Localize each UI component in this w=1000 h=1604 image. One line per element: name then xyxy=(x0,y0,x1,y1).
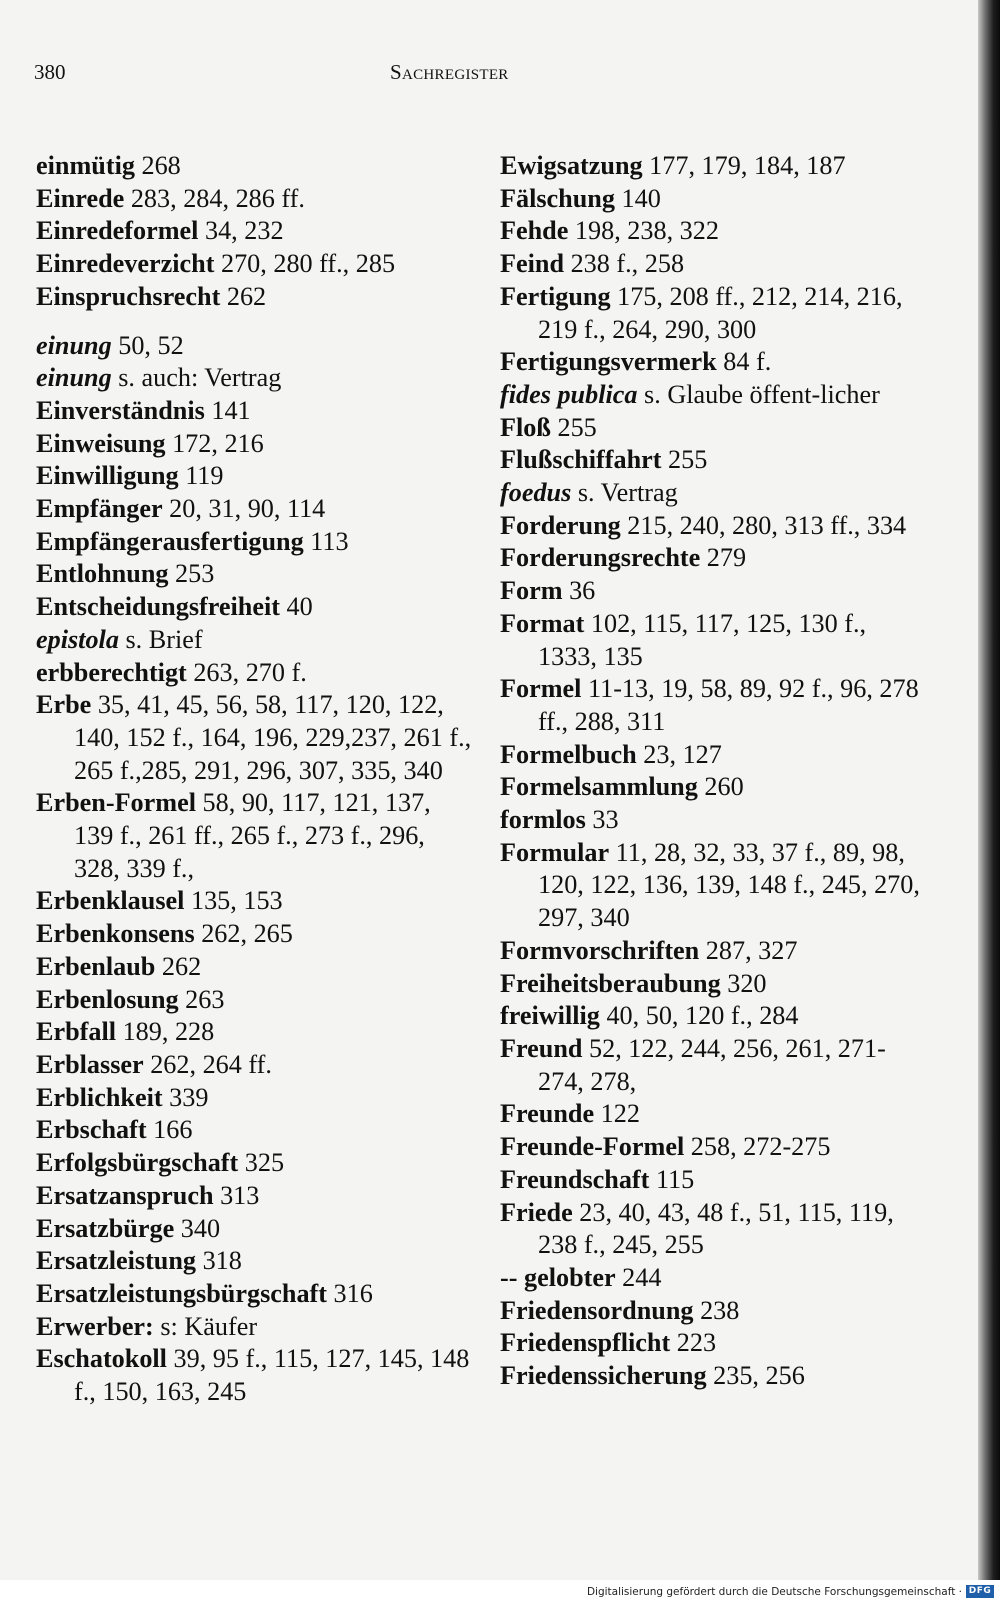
index-column-left xyxy=(36,150,476,1409)
index-entry xyxy=(500,510,930,543)
index-term: Erbfall xyxy=(36,1017,117,1047)
index-term: -- gelobter xyxy=(500,1262,616,1292)
index-entry xyxy=(500,837,930,935)
index-references: 283, 284, 286 ff. xyxy=(124,183,305,213)
index-entry xyxy=(36,1311,476,1344)
index-term: Eschatokoll xyxy=(36,1344,167,1374)
index-references: 268 xyxy=(134,151,181,180)
index-references: 339 xyxy=(162,1082,209,1112)
index-term: Fertigungsvermerk xyxy=(500,347,717,377)
index-term: Entlohnung xyxy=(36,559,169,589)
index-term: Einspruchsrecht xyxy=(36,281,221,311)
index-entry xyxy=(500,215,930,248)
index-entry xyxy=(36,1082,476,1115)
index-references: 255 xyxy=(661,445,708,475)
index-term: Erbschaft xyxy=(36,1115,147,1145)
index-term: Form xyxy=(500,576,563,606)
index-entry xyxy=(500,542,930,575)
index-entry xyxy=(36,1180,476,1213)
index-references: 122 xyxy=(594,1099,640,1129)
index-term: Empfängerausfertigung xyxy=(36,526,304,556)
index-entry xyxy=(500,248,930,281)
index-term: Freunde xyxy=(500,1099,595,1129)
index-term: Erbenlosung xyxy=(36,984,179,1014)
index-references: 141 xyxy=(204,395,251,425)
index-references: 198, 238, 322 xyxy=(568,216,719,246)
index-references: 172, 216 xyxy=(165,428,264,458)
index-entry xyxy=(36,526,476,559)
book-binding-shadow xyxy=(978,0,1000,1604)
index-references: 262, 264 ff. xyxy=(143,1049,272,1079)
index-term: Ewigsatzung xyxy=(500,151,643,180)
index-references: 11-13, 19, 58, 89, 92 f., 96, 278 ff., 288, 311 xyxy=(538,674,919,736)
index-term: Ersatzbürge xyxy=(36,1213,175,1243)
index-entry xyxy=(500,1360,930,1393)
index-references: 175, 208 ff., 212, 214, 216, 219 f., 264, 290, 300 xyxy=(538,281,903,344)
index-references: 318 xyxy=(196,1246,242,1276)
index-references: 223 xyxy=(670,1328,717,1358)
index-entry xyxy=(500,379,930,412)
index-term: einmütig xyxy=(36,151,135,180)
index-entry xyxy=(36,1114,476,1147)
index-entry xyxy=(36,624,476,657)
index-term: Friedensordnung xyxy=(500,1295,694,1325)
index-term: Friedenspflicht xyxy=(500,1328,671,1358)
index-term: Einverständnis xyxy=(36,395,205,425)
index-entry xyxy=(36,984,476,1017)
index-entry xyxy=(36,558,476,591)
index-references: 115 xyxy=(649,1164,695,1194)
index-entry xyxy=(500,1164,930,1197)
index-references: 262, 265 xyxy=(194,919,293,949)
index-term: Ersatzanspruch xyxy=(36,1180,214,1210)
index-references: s. Vertrag xyxy=(571,478,678,508)
index-references: 316 xyxy=(326,1278,373,1308)
index-entry xyxy=(500,444,930,477)
index-term: Formular xyxy=(500,837,610,867)
index-term: Floß xyxy=(500,412,551,442)
index-column-right xyxy=(500,150,930,1393)
index-term: Fertigung xyxy=(500,281,611,311)
index-entry xyxy=(36,1245,476,1278)
digitization-footer xyxy=(0,1580,1000,1604)
index-entry xyxy=(500,1295,930,1328)
page-header xyxy=(34,60,918,90)
index-references: 102, 115, 117, 125, 130 f., 1333, 135 xyxy=(538,608,867,671)
index-entry xyxy=(36,493,476,526)
index-term: freiwillig xyxy=(500,1001,600,1031)
index-entry xyxy=(36,787,476,885)
index-references: 140 xyxy=(614,183,661,213)
index-references: 263, 270 f. xyxy=(186,657,307,687)
index-references: 39, 95 f., 115, 127, 145, 148 f., 150, 163, 245 xyxy=(74,1344,470,1407)
index-references: 20, 31, 90, 114 xyxy=(162,494,326,524)
index-term: Freunde-Formel xyxy=(500,1132,685,1162)
index-term: Fehde xyxy=(500,216,569,246)
index-entry xyxy=(500,281,930,346)
index-references: 325 xyxy=(238,1148,285,1178)
index-references: 340 xyxy=(174,1213,221,1243)
funding-credit: Digitalisierung gefördert durch die Deutsche Forschungsgemeinschaft · xyxy=(586,1586,962,1598)
index-references: 50, 52 xyxy=(111,330,184,360)
index-term: foedus xyxy=(500,478,572,508)
index-entry xyxy=(500,673,930,738)
index-term: erbberechtigt xyxy=(36,657,187,687)
index-references: 320 xyxy=(720,968,767,998)
index-term: Flußschiffahrt xyxy=(500,445,662,475)
index-term: Formelsammlung xyxy=(500,772,698,802)
index-entry xyxy=(500,183,930,216)
index-references: 262 xyxy=(220,281,267,311)
index-entry xyxy=(500,608,930,673)
index-entry xyxy=(500,575,930,608)
index-term: Einredeverzicht xyxy=(36,249,215,279)
index-entry xyxy=(500,1262,930,1295)
index-term: Formelbuch xyxy=(500,739,637,769)
index-references: 40, 50, 120 f., 284 xyxy=(599,1001,799,1031)
index-term: Ersatzleistung xyxy=(36,1246,197,1276)
entry-gap xyxy=(36,314,476,330)
index-term: Erbe xyxy=(36,690,92,720)
index-references: 263 xyxy=(178,984,225,1014)
index-references: 23, 40, 43, 48 f., 51, 115, 119, 238 f., 245, 255 xyxy=(538,1197,894,1260)
index-term: Einrede xyxy=(36,183,125,213)
index-entry xyxy=(36,1213,476,1246)
index-entry xyxy=(500,804,930,837)
index-references: s. auch: Vertrag xyxy=(111,363,282,393)
index-references: 270, 280 ff., 285 xyxy=(214,249,396,279)
index-term: Freiheitsberaubung xyxy=(500,968,721,998)
index-entry xyxy=(36,183,476,216)
index-entry xyxy=(500,968,930,1001)
index-references: 177, 179, 184, 187 xyxy=(642,151,846,180)
index-term: formlos xyxy=(500,805,586,835)
index-term: Formvorschriften xyxy=(500,935,700,965)
index-references: 36 xyxy=(562,576,596,606)
index-references: 313 xyxy=(213,1180,260,1210)
index-references: 40 xyxy=(279,592,313,622)
index-references: 260 xyxy=(697,772,744,802)
index-term: Format xyxy=(500,608,585,638)
index-entry xyxy=(36,689,476,787)
index-entry xyxy=(500,1098,930,1131)
index-term: Erbenlaub xyxy=(36,951,156,981)
index-references: 34, 232 xyxy=(198,216,284,246)
index-term: Feind xyxy=(500,249,565,279)
index-entry xyxy=(36,1278,476,1311)
index-term: Einweisung xyxy=(36,428,166,458)
index-term: Freund xyxy=(500,1033,583,1063)
running-head: Sachregister xyxy=(390,60,509,84)
index-references: 235, 256 xyxy=(706,1361,805,1391)
index-references: 258, 272-275 xyxy=(684,1132,831,1162)
index-entry xyxy=(500,477,930,510)
index-entry xyxy=(36,150,476,183)
index-entry xyxy=(36,951,476,984)
index-entry xyxy=(36,1049,476,1082)
index-entry xyxy=(500,1197,930,1262)
dfg-logo: DFG xyxy=(966,1585,994,1598)
index-term: Friedenssicherung xyxy=(500,1361,707,1391)
index-references: 279 xyxy=(700,543,747,573)
index-term: Friede xyxy=(500,1197,573,1227)
index-entry xyxy=(36,591,476,624)
index-term: Einredeformel xyxy=(36,216,199,246)
index-references: 11, 28, 32, 33, 37 f., 89, 98, 120, 122, 136, 139, 148 f., 245, 270, 297, 340 xyxy=(538,837,920,933)
index-references: 33 xyxy=(585,805,619,835)
index-entry xyxy=(500,739,930,772)
index-term: Erfolgsbürgschaft xyxy=(36,1148,239,1178)
index-entry xyxy=(36,1016,476,1049)
index-references: s: Käufer xyxy=(153,1311,258,1341)
index-term: Einwilligung xyxy=(36,461,179,491)
index-references: 238 f., 258 xyxy=(564,249,685,279)
index-references: 35, 41, 45, 56, 58, 117, 120, 122, 140, 152 f., 164, 196, 229,237, 261 f., 265 f.,285, 291, 296, 307, 335, 340 xyxy=(74,690,472,785)
index-term: Erblichkeit xyxy=(36,1082,163,1112)
index-references: 58, 90, 117, 121, 137, 139 f., 261 ff., 265 f., 273 f., 296, 328, 339 f., xyxy=(74,788,431,883)
index-term: Forderungsrechte xyxy=(500,543,701,573)
index-references: 215, 240, 280, 313 ff., 334 xyxy=(620,510,907,540)
index-entry xyxy=(36,395,476,428)
index-references: 113 xyxy=(303,526,349,556)
index-entry xyxy=(36,657,476,690)
index-entry xyxy=(500,1033,930,1098)
index-term: Freundschaft xyxy=(500,1164,650,1194)
index-entry xyxy=(500,150,930,183)
index-entry xyxy=(36,281,476,314)
index-references: 255 xyxy=(550,412,597,442)
index-entry xyxy=(36,460,476,493)
index-term: epistola xyxy=(36,624,119,654)
index-references: 84 f. xyxy=(716,347,772,377)
index-entry xyxy=(500,935,930,968)
index-references: 189, 228 xyxy=(116,1017,215,1047)
index-term: Fälschung xyxy=(500,183,615,213)
page-number: 380 xyxy=(34,60,66,84)
index-term: einung xyxy=(36,330,112,360)
index-entry xyxy=(36,1343,476,1408)
index-term: einung xyxy=(36,363,112,393)
index-references: 244 xyxy=(615,1262,662,1292)
index-references: 253 xyxy=(168,559,215,589)
index-entry xyxy=(500,346,930,379)
index-entry xyxy=(36,428,476,461)
index-entry xyxy=(36,362,476,395)
index-entry xyxy=(36,330,476,363)
index-term: fides publica xyxy=(500,379,638,409)
index-entry xyxy=(36,215,476,248)
index-references: 52, 122, 244, 256, 261, 271-274, 278, xyxy=(538,1033,886,1096)
index-references: s. Brief xyxy=(118,624,203,654)
index-term: Erbenklausel xyxy=(36,886,185,916)
index-entry xyxy=(500,1327,930,1360)
index-term: Erben-Formel xyxy=(36,788,196,818)
index-term: Empfänger xyxy=(36,494,163,524)
index-entry xyxy=(500,1000,930,1033)
index-references: 287, 327 xyxy=(699,935,798,965)
index-references: s. Glaube öffent-licher xyxy=(637,379,880,409)
index-entry xyxy=(36,885,476,918)
index-entry xyxy=(36,248,476,281)
index-entry xyxy=(500,1131,930,1164)
index-entry xyxy=(36,918,476,951)
index-references: 23, 127 xyxy=(636,739,722,769)
index-entry xyxy=(36,1147,476,1180)
index-term: Ersatzleistungsbürgschaft xyxy=(36,1278,327,1308)
index-term: Forderung xyxy=(500,510,621,540)
index-references: 119 xyxy=(178,461,224,491)
index-term: Erblasser xyxy=(36,1049,144,1079)
index-term: Formel xyxy=(500,674,582,704)
index-term: Entscheidungsfreiheit xyxy=(36,592,280,622)
index-references: 238 xyxy=(693,1295,740,1325)
index-entry xyxy=(500,412,930,445)
index-references: 166 xyxy=(146,1115,193,1145)
index-term: Erbenkonsens xyxy=(36,919,195,949)
index-references: 262 xyxy=(155,951,202,981)
index-entry xyxy=(500,771,930,804)
index-term: Erwerber: xyxy=(36,1311,154,1341)
index-references: 135, 153 xyxy=(184,886,283,916)
